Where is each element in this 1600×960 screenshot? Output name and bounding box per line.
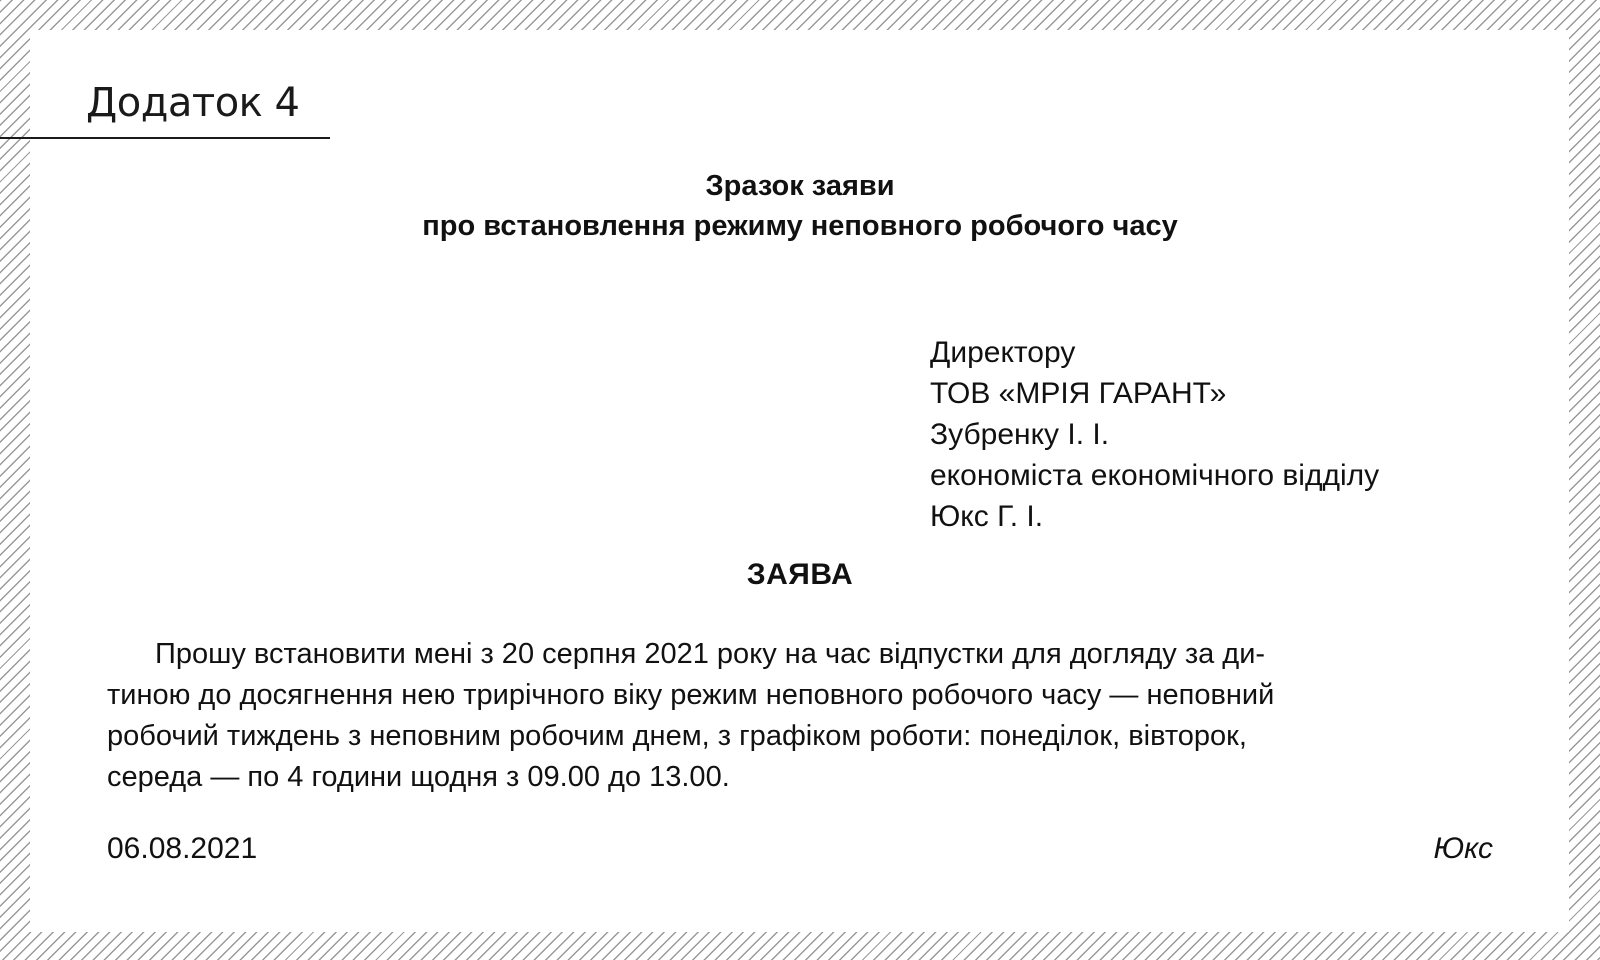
statement-line: середа — по 4 години щодня з 09.00 до 13.00. [107,761,730,793]
sender-name: Юкс Г. І. [930,500,1044,533]
statement-line: робочий тиждень з неповним робочим днем, з графіком роботи: понеділок, вівторок, [107,720,1247,752]
addressee-company: ТОВ «МРІЯ ГАРАНТ» [930,377,1227,410]
document-heading-line-1: Зразок заяви [705,170,895,202]
appendix-label: Додаток 4 [86,80,300,126]
statement-title: ЗАЯВА [746,558,854,591]
signature: Юкс [1433,832,1493,865]
statement-date: 06.08.2021 [107,832,258,865]
document-heading-line-2: про встановлення режиму неповного робочого часу [422,210,1178,242]
statement-line: тиною до досягнення нею трирічного віку режим неповного робочого часу — неповний [107,679,1275,711]
sender-position: економіста економічного відділу [930,459,1380,492]
addressee-position: Директору [930,336,1076,369]
addressee-name: Зубренку І. І. [930,418,1110,451]
appendix-underline [0,137,330,139]
addressee-block [930,332,1379,537]
statement-body [107,634,1493,798]
statement-line: Прошу встановити мені з 20 серпня 2021 року на час відпустки для догляду за ди- [155,638,1266,670]
